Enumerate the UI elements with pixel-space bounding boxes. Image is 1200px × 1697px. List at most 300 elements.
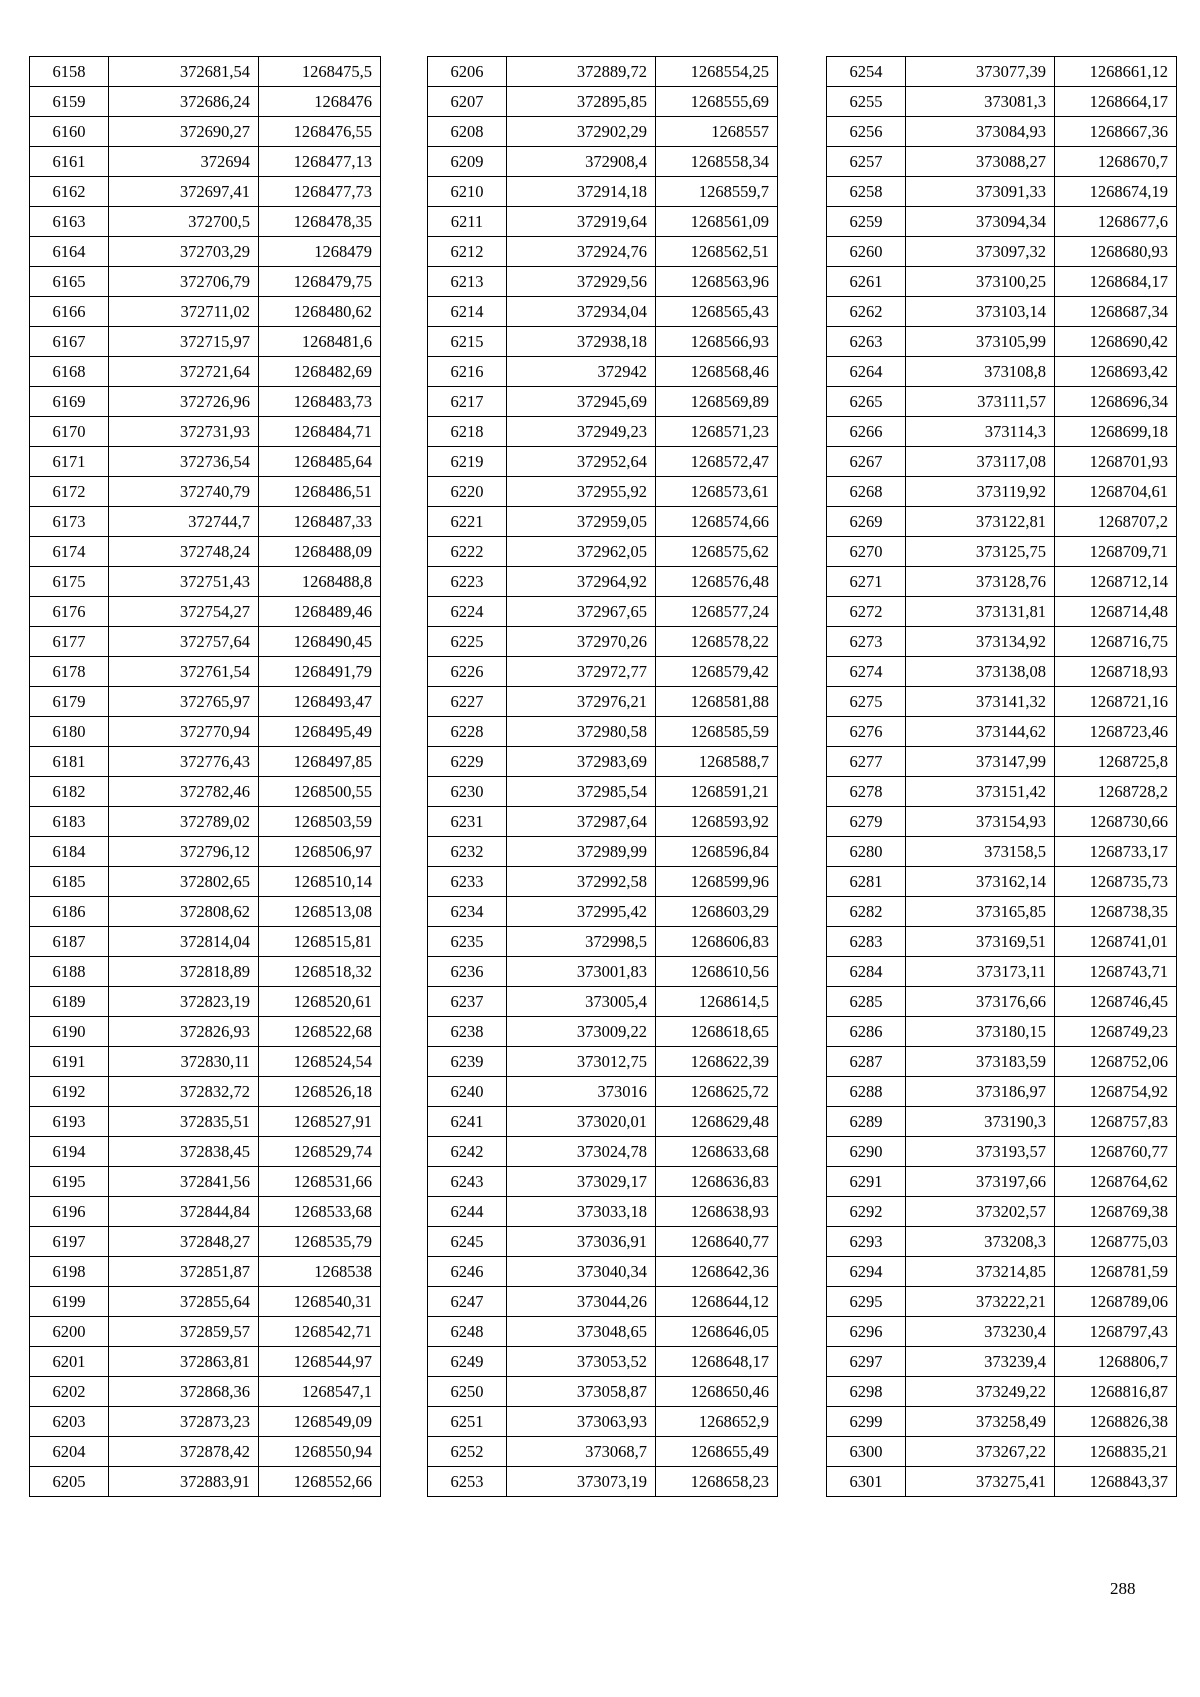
y-coordinate-cell: 1268690,42	[1055, 327, 1177, 357]
y-coordinate-cell: 1268764,62	[1055, 1167, 1177, 1197]
x-coordinate-cell: 373134,92	[906, 627, 1055, 657]
table-row	[428, 537, 778, 567]
point-number-cell: 6193	[30, 1107, 109, 1137]
point-number-cell: 6160	[30, 117, 109, 147]
point-number-cell: 6203	[30, 1407, 109, 1437]
table-row	[30, 747, 381, 777]
y-coordinate-cell: 1268738,35	[1055, 897, 1177, 927]
table-row	[30, 507, 381, 537]
point-number-cell: 6176	[30, 597, 109, 627]
x-coordinate-cell: 372744,7	[109, 507, 259, 537]
y-coordinate-cell: 1268542,71	[259, 1317, 381, 1347]
x-coordinate-cell: 372700,5	[109, 207, 259, 237]
table-row	[428, 567, 778, 597]
x-coordinate-cell: 373275,41	[906, 1467, 1055, 1497]
table-row	[30, 417, 381, 447]
point-number-cell: 6165	[30, 267, 109, 297]
x-coordinate-cell: 373180,15	[906, 1017, 1055, 1047]
table-row	[428, 837, 778, 867]
x-coordinate-cell: 372835,51	[109, 1107, 259, 1137]
table-row	[827, 1467, 1177, 1497]
y-coordinate-cell: 1268699,18	[1055, 417, 1177, 447]
point-number-cell: 6266	[827, 417, 906, 447]
table-row	[30, 327, 381, 357]
table-row	[827, 597, 1177, 627]
point-number-cell: 6186	[30, 897, 109, 927]
point-number-cell: 6168	[30, 357, 109, 387]
point-number-cell: 6230	[428, 777, 507, 807]
x-coordinate-cell: 373077,39	[906, 57, 1055, 87]
point-number-cell: 6262	[827, 297, 906, 327]
table-row	[30, 1347, 381, 1377]
x-coordinate-cell: 372980,58	[507, 717, 656, 747]
y-coordinate-cell: 1268741,01	[1055, 927, 1177, 957]
point-number-cell: 6255	[827, 87, 906, 117]
x-coordinate-cell: 372959,05	[507, 507, 656, 537]
table-row	[30, 1317, 381, 1347]
x-coordinate-cell: 372949,23	[507, 417, 656, 447]
y-coordinate-cell: 1268493,47	[259, 687, 381, 717]
x-coordinate-cell: 372726,96	[109, 387, 259, 417]
point-number-cell: 6234	[428, 897, 507, 927]
x-coordinate-cell: 372711,02	[109, 297, 259, 327]
y-coordinate-cell: 1268518,32	[259, 957, 381, 987]
y-coordinate-cell: 1268789,06	[1055, 1287, 1177, 1317]
table-row	[827, 387, 1177, 417]
point-number-cell: 6280	[827, 837, 906, 867]
x-coordinate-cell: 372934,04	[507, 297, 656, 327]
x-coordinate-cell: 372883,91	[109, 1467, 259, 1497]
x-coordinate-cell: 372962,05	[507, 537, 656, 567]
y-coordinate-cell: 1268735,73	[1055, 867, 1177, 897]
point-number-cell: 6270	[827, 537, 906, 567]
y-coordinate-cell: 1268760,77	[1055, 1137, 1177, 1167]
point-number-cell: 6192	[30, 1077, 109, 1107]
y-coordinate-cell: 1268497,85	[259, 747, 381, 777]
point-number-cell: 6167	[30, 327, 109, 357]
table-row	[827, 507, 1177, 537]
table-row	[428, 627, 778, 657]
x-coordinate-cell: 372757,64	[109, 627, 259, 657]
point-number-cell: 6259	[827, 207, 906, 237]
y-coordinate-cell: 1268797,43	[1055, 1317, 1177, 1347]
y-coordinate-cell: 1268606,83	[656, 927, 778, 957]
x-coordinate-cell: 372690,27	[109, 117, 259, 147]
x-coordinate-cell: 373125,75	[906, 537, 1055, 567]
table-row	[827, 927, 1177, 957]
point-number-cell: 6206	[428, 57, 507, 87]
table-row	[827, 1047, 1177, 1077]
x-coordinate-cell: 372908,4	[507, 147, 656, 177]
table-row	[827, 537, 1177, 567]
x-coordinate-cell: 373012,75	[507, 1047, 656, 1077]
table-row	[30, 567, 381, 597]
y-coordinate-cell: 1268479,75	[259, 267, 381, 297]
x-coordinate-cell: 373193,57	[906, 1137, 1055, 1167]
point-number-cell: 6214	[428, 297, 507, 327]
x-coordinate-cell: 373088,27	[906, 147, 1055, 177]
point-number-cell: 6208	[428, 117, 507, 147]
point-number-cell: 6201	[30, 1347, 109, 1377]
table-row	[428, 987, 778, 1017]
table-row	[827, 1317, 1177, 1347]
y-coordinate-cell: 1268535,79	[259, 1227, 381, 1257]
point-number-cell: 6217	[428, 387, 507, 417]
point-number-cell: 6173	[30, 507, 109, 537]
point-number-cell: 6215	[428, 327, 507, 357]
table-row	[30, 777, 381, 807]
x-coordinate-cell: 373202,57	[906, 1197, 1055, 1227]
table-row	[30, 387, 381, 417]
table-row	[428, 1287, 778, 1317]
point-number-cell: 6267	[827, 447, 906, 477]
table-row	[428, 117, 778, 147]
point-number-cell: 6258	[827, 177, 906, 207]
table-row	[428, 1107, 778, 1137]
y-coordinate-cell: 1268835,21	[1055, 1437, 1177, 1467]
table-row	[30, 627, 381, 657]
x-coordinate-cell: 372826,93	[109, 1017, 259, 1047]
y-coordinate-cell: 1268625,72	[656, 1077, 778, 1107]
point-number-cell: 6274	[827, 657, 906, 687]
y-coordinate-cell: 1268585,59	[656, 717, 778, 747]
table-row	[827, 567, 1177, 597]
table-row	[827, 1167, 1177, 1197]
table-row	[827, 1017, 1177, 1047]
point-number-cell: 6198	[30, 1257, 109, 1287]
table-row	[30, 177, 381, 207]
table-row	[827, 687, 1177, 717]
y-coordinate-cell: 1268573,61	[656, 477, 778, 507]
y-coordinate-cell: 1268559,7	[656, 177, 778, 207]
y-coordinate-cell: 1268636,83	[656, 1167, 778, 1197]
table-row	[827, 117, 1177, 147]
coordinate-table-body	[30, 57, 381, 1497]
x-coordinate-cell: 372863,81	[109, 1347, 259, 1377]
y-coordinate-cell: 1268562,51	[656, 237, 778, 267]
x-coordinate-cell: 373128,76	[906, 567, 1055, 597]
x-coordinate-cell: 372878,42	[109, 1437, 259, 1467]
x-coordinate-cell: 372740,79	[109, 477, 259, 507]
y-coordinate-cell: 1268483,73	[259, 387, 381, 417]
y-coordinate-cell: 1268781,59	[1055, 1257, 1177, 1287]
table-row	[428, 687, 778, 717]
y-coordinate-cell: 1268816,87	[1055, 1377, 1177, 1407]
x-coordinate-cell: 373151,42	[906, 777, 1055, 807]
point-number-cell: 6188	[30, 957, 109, 987]
y-coordinate-cell: 1268677,6	[1055, 207, 1177, 237]
coordinate-table-3	[826, 56, 1177, 1497]
point-number-cell: 6159	[30, 87, 109, 117]
point-number-cell: 6295	[827, 1287, 906, 1317]
y-coordinate-cell: 1268757,83	[1055, 1107, 1177, 1137]
table-row	[428, 1467, 778, 1497]
table-row	[428, 927, 778, 957]
x-coordinate-cell: 372838,45	[109, 1137, 259, 1167]
y-coordinate-cell: 1268622,39	[656, 1047, 778, 1077]
x-coordinate-cell: 373020,01	[507, 1107, 656, 1137]
coordinate-table-body	[428, 57, 778, 1497]
y-coordinate-cell: 1268487,33	[259, 507, 381, 537]
table-row	[428, 957, 778, 987]
y-coordinate-cell: 1268479	[259, 237, 381, 267]
x-coordinate-cell: 372985,54	[507, 777, 656, 807]
point-number-cell: 6164	[30, 237, 109, 267]
table-row	[30, 237, 381, 267]
point-number-cell: 6174	[30, 537, 109, 567]
y-coordinate-cell: 1268500,55	[259, 777, 381, 807]
table-row	[30, 1107, 381, 1137]
point-number-cell: 6287	[827, 1047, 906, 1077]
point-number-cell: 6181	[30, 747, 109, 777]
x-coordinate-cell: 373138,08	[906, 657, 1055, 687]
x-coordinate-cell: 372992,58	[507, 867, 656, 897]
table-row	[30, 867, 381, 897]
y-coordinate-cell: 1268515,81	[259, 927, 381, 957]
y-coordinate-cell: 1268478,35	[259, 207, 381, 237]
y-coordinate-cell: 1268561,09	[656, 207, 778, 237]
point-number-cell: 6289	[827, 1107, 906, 1137]
point-number-cell: 6291	[827, 1167, 906, 1197]
x-coordinate-cell: 373147,99	[906, 747, 1055, 777]
x-coordinate-cell: 372754,27	[109, 597, 259, 627]
x-coordinate-cell: 373173,11	[906, 957, 1055, 987]
table-row	[827, 657, 1177, 687]
point-number-cell: 6158	[30, 57, 109, 87]
x-coordinate-cell: 373117,08	[906, 447, 1055, 477]
point-number-cell: 6299	[827, 1407, 906, 1437]
point-number-cell: 6294	[827, 1257, 906, 1287]
y-coordinate-cell: 1268629,48	[656, 1107, 778, 1137]
y-coordinate-cell: 1268743,71	[1055, 957, 1177, 987]
y-coordinate-cell: 1268547,1	[259, 1377, 381, 1407]
point-number-cell: 6179	[30, 687, 109, 717]
y-coordinate-cell: 1268709,71	[1055, 537, 1177, 567]
x-coordinate-cell: 372914,18	[507, 177, 656, 207]
y-coordinate-cell: 1268577,24	[656, 597, 778, 627]
point-number-cell: 6211	[428, 207, 507, 237]
table-row	[30, 87, 381, 117]
table-row	[428, 1197, 778, 1227]
table-row	[428, 1437, 778, 1467]
point-number-cell: 6219	[428, 447, 507, 477]
y-coordinate-cell: 1268484,71	[259, 417, 381, 447]
point-number-cell: 6171	[30, 447, 109, 477]
point-number-cell: 6189	[30, 987, 109, 1017]
y-coordinate-cell: 1268565,43	[656, 297, 778, 327]
point-number-cell: 6226	[428, 657, 507, 687]
y-coordinate-cell: 1268752,06	[1055, 1047, 1177, 1077]
table-row	[428, 1377, 778, 1407]
y-coordinate-cell: 1268529,74	[259, 1137, 381, 1167]
table-row	[428, 237, 778, 267]
table-row	[827, 1287, 1177, 1317]
y-coordinate-cell: 1268558,34	[656, 147, 778, 177]
x-coordinate-cell: 373144,62	[906, 717, 1055, 747]
x-coordinate-cell: 372924,76	[507, 237, 656, 267]
y-coordinate-cell: 1268733,17	[1055, 837, 1177, 867]
point-number-cell: 6268	[827, 477, 906, 507]
y-coordinate-cell: 1268667,36	[1055, 117, 1177, 147]
y-coordinate-cell: 1268490,45	[259, 627, 381, 657]
x-coordinate-cell: 373016	[507, 1077, 656, 1107]
point-number-cell: 6271	[827, 567, 906, 597]
y-coordinate-cell: 1268540,31	[259, 1287, 381, 1317]
y-coordinate-cell: 1268714,48	[1055, 597, 1177, 627]
point-number-cell: 6292	[827, 1197, 906, 1227]
point-number-cell: 6293	[827, 1227, 906, 1257]
x-coordinate-cell: 373100,25	[906, 267, 1055, 297]
table-row	[428, 327, 778, 357]
x-coordinate-cell: 372697,41	[109, 177, 259, 207]
x-coordinate-cell: 373044,26	[507, 1287, 656, 1317]
point-number-cell: 6218	[428, 417, 507, 447]
table-row	[827, 1377, 1177, 1407]
x-coordinate-cell: 372818,89	[109, 957, 259, 987]
table-row	[30, 657, 381, 687]
point-number-cell: 6202	[30, 1377, 109, 1407]
table-row	[428, 1257, 778, 1287]
point-number-cell: 6300	[827, 1437, 906, 1467]
table-row	[30, 717, 381, 747]
table-row	[30, 1437, 381, 1467]
x-coordinate-cell: 373105,99	[906, 327, 1055, 357]
point-number-cell: 6228	[428, 717, 507, 747]
point-number-cell: 6185	[30, 867, 109, 897]
table-row	[827, 1077, 1177, 1107]
point-number-cell: 6243	[428, 1167, 507, 1197]
point-number-cell: 6224	[428, 597, 507, 627]
table-row	[30, 597, 381, 627]
table-row	[827, 417, 1177, 447]
table-row	[30, 297, 381, 327]
y-coordinate-cell: 1268557	[656, 117, 778, 147]
y-coordinate-cell: 1268486,51	[259, 477, 381, 507]
table-row	[827, 1197, 1177, 1227]
x-coordinate-cell: 372970,26	[507, 627, 656, 657]
x-coordinate-cell: 373036,91	[507, 1227, 656, 1257]
point-number-cell: 6183	[30, 807, 109, 837]
x-coordinate-cell: 373103,14	[906, 297, 1055, 327]
point-number-cell: 6221	[428, 507, 507, 537]
point-number-cell: 6249	[428, 1347, 507, 1377]
y-coordinate-cell: 1268475,5	[259, 57, 381, 87]
point-number-cell: 6239	[428, 1047, 507, 1077]
y-coordinate-cell: 1268569,89	[656, 387, 778, 417]
y-coordinate-cell: 1268524,54	[259, 1047, 381, 1077]
table-row	[30, 447, 381, 477]
point-number-cell: 6190	[30, 1017, 109, 1047]
point-number-cell: 6265	[827, 387, 906, 417]
x-coordinate-cell: 373084,93	[906, 117, 1055, 147]
y-coordinate-cell: 1268572,47	[656, 447, 778, 477]
x-coordinate-cell: 372964,92	[507, 567, 656, 597]
point-number-cell: 6263	[827, 327, 906, 357]
x-coordinate-cell: 372681,54	[109, 57, 259, 87]
x-coordinate-cell: 373122,81	[906, 507, 1055, 537]
point-number-cell: 6286	[827, 1017, 906, 1047]
y-coordinate-cell: 1268574,66	[656, 507, 778, 537]
y-coordinate-cell: 1268571,23	[656, 417, 778, 447]
x-coordinate-cell: 373094,34	[906, 207, 1055, 237]
y-coordinate-cell: 1268506,97	[259, 837, 381, 867]
x-coordinate-cell: 372694	[109, 147, 259, 177]
table-row	[827, 147, 1177, 177]
x-coordinate-cell: 373091,33	[906, 177, 1055, 207]
x-coordinate-cell: 373111,57	[906, 387, 1055, 417]
x-coordinate-cell: 372851,87	[109, 1257, 259, 1287]
table-row	[827, 57, 1177, 87]
y-coordinate-cell: 1268599,96	[656, 867, 778, 897]
point-number-cell: 6161	[30, 147, 109, 177]
x-coordinate-cell: 372889,72	[507, 57, 656, 87]
point-number-cell: 6276	[827, 717, 906, 747]
table-row	[30, 837, 381, 867]
x-coordinate-cell: 373239,4	[906, 1347, 1055, 1377]
y-coordinate-cell: 1268701,93	[1055, 447, 1177, 477]
table-row	[30, 807, 381, 837]
point-number-cell: 6260	[827, 237, 906, 267]
y-coordinate-cell: 1268603,29	[656, 897, 778, 927]
y-coordinate-cell: 1268638,93	[656, 1197, 778, 1227]
y-coordinate-cell: 1268640,77	[656, 1227, 778, 1257]
point-number-cell: 6178	[30, 657, 109, 687]
y-coordinate-cell: 1268480,62	[259, 297, 381, 327]
y-coordinate-cell: 1268775,03	[1055, 1227, 1177, 1257]
point-number-cell: 6296	[827, 1317, 906, 1347]
table-row	[827, 957, 1177, 987]
point-number-cell: 6273	[827, 627, 906, 657]
x-coordinate-cell: 372995,42	[507, 897, 656, 927]
table-row	[827, 1137, 1177, 1167]
y-coordinate-cell: 1268555,69	[656, 87, 778, 117]
y-coordinate-cell: 1268488,8	[259, 567, 381, 597]
point-number-cell: 6194	[30, 1137, 109, 1167]
point-number-cell: 6199	[30, 1287, 109, 1317]
x-coordinate-cell: 373068,7	[507, 1437, 656, 1467]
point-number-cell: 6284	[827, 957, 906, 987]
table-row	[827, 207, 1177, 237]
table-row	[428, 717, 778, 747]
point-number-cell: 6256	[827, 117, 906, 147]
x-coordinate-cell: 373033,18	[507, 1197, 656, 1227]
table-row	[30, 687, 381, 717]
x-coordinate-cell: 373190,3	[906, 1107, 1055, 1137]
x-coordinate-cell: 372945,69	[507, 387, 656, 417]
x-coordinate-cell: 373114,3	[906, 417, 1055, 447]
table-row	[30, 1377, 381, 1407]
x-coordinate-cell: 373222,21	[906, 1287, 1055, 1317]
point-number-cell: 6240	[428, 1077, 507, 1107]
x-coordinate-cell: 372895,85	[507, 87, 656, 117]
point-number-cell: 6204	[30, 1437, 109, 1467]
x-coordinate-cell: 372976,21	[507, 687, 656, 717]
x-coordinate-cell: 372955,92	[507, 477, 656, 507]
point-number-cell: 6196	[30, 1197, 109, 1227]
page-number: 288	[1110, 1579, 1136, 1598]
point-number-cell: 6225	[428, 627, 507, 657]
y-coordinate-cell: 1268661,12	[1055, 57, 1177, 87]
table-row	[30, 537, 381, 567]
y-coordinate-cell: 1268588,7	[656, 747, 778, 777]
coordinate-table-2	[427, 56, 778, 1497]
table-row	[428, 807, 778, 837]
table-row	[428, 267, 778, 297]
point-number-cell: 6207	[428, 87, 507, 117]
point-number-cell: 6283	[827, 927, 906, 957]
table-row	[827, 177, 1177, 207]
y-coordinate-cell: 1268495,49	[259, 717, 381, 747]
